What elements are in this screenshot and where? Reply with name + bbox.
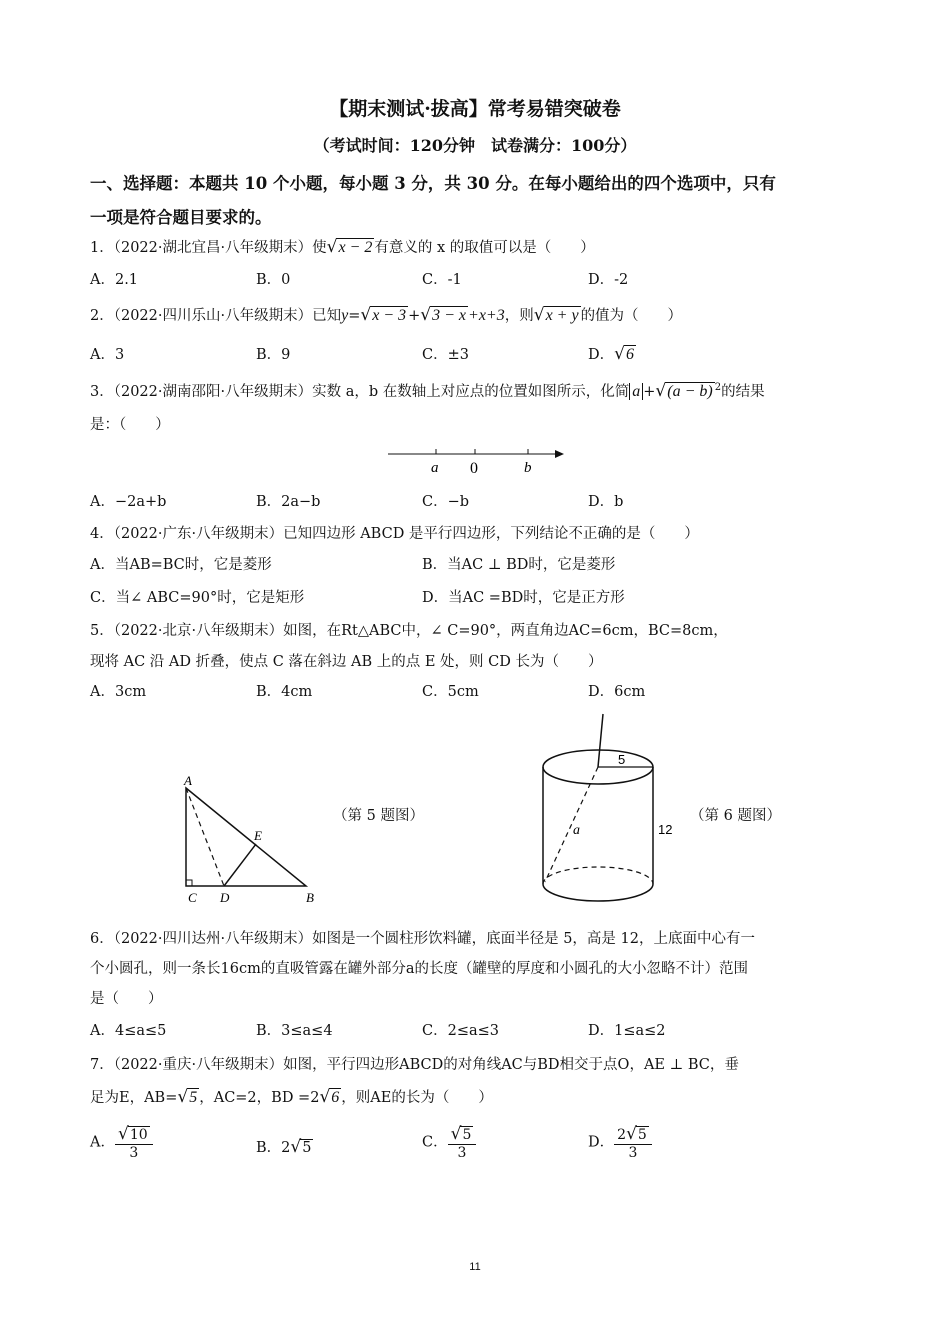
q2-rad1: x − 3 <box>372 307 407 324</box>
figure-6-cylinder <box>515 712 675 908</box>
straw-outside <box>598 714 603 767</box>
q1-option-a[interactable]: A．2.1 <box>90 272 139 288</box>
q3-option-b[interactable]: B．2a−b <box>256 494 321 510</box>
q2-option-d[interactable]: D．√6 <box>588 344 634 364</box>
q2-prefix: 2．（2022·四川乐山·八年级期末）已知 <box>90 308 342 324</box>
q3-option-c[interactable]: C．−b <box>422 494 470 510</box>
bottom-front-arc <box>543 884 653 901</box>
q6-option-a[interactable]: A．4≤a≤5 <box>90 1023 167 1039</box>
q7-option-c-denominator: 3 <box>457 1145 467 1161</box>
q1-option-c[interactable]: C．-1 <box>422 272 462 288</box>
question-7-line2: 足为E，AB=√5 ，AC=2，BD =2√6 ，则AE的长为（ ） <box>90 1087 493 1107</box>
radius-label: 5 <box>618 752 626 767</box>
q3-exponent: 2 <box>714 382 722 394</box>
label-zero: 0 <box>470 460 478 477</box>
q3-line2: 是：（ ） <box>90 417 170 433</box>
section-heading-line1: 一、选择题：本题共 10 个小题，每小题 3 分，共 30 分。在每小题给出的四个选项中，只有 <box>90 174 776 193</box>
q2-rad2: 3 − x <box>432 307 467 324</box>
q2-option-b[interactable]: B．9 <box>256 347 291 363</box>
q6-option-b[interactable]: B．3≤a≤4 <box>256 1023 333 1039</box>
q7-option-c[interactable]: C． $\frac{√5}{3}$ <box>422 1124 476 1161</box>
figure-5-caption: （第 5 题图） <box>333 808 424 824</box>
q7-option-a-numerator: 10 <box>129 1127 148 1143</box>
figure-5-triangle <box>175 772 325 907</box>
q3-option-a[interactable]: A．−2a+b <box>90 494 167 510</box>
q7-option-d[interactable]: D． $\frac{2√5}{3}$ <box>588 1124 652 1161</box>
question-5-line1: 5．（2022·北京·八年级期末）如图，在Rt△ABC中，∠ C=90°，两直角边AC=6cm，BC=8cm， <box>90 623 728 639</box>
q1-prefix: 1．（2022·湖北宜昌·八年级期末）使 <box>90 240 327 256</box>
page-title: 【期末测试·拔高】常考易错突破卷 <box>329 98 621 120</box>
q7-option-d-numerator: 5 <box>637 1127 647 1143</box>
q3-prefix: 3．（2022·湖南邵阳·八年级期末）实数 a，b 在数轴上对应点的位置如图所示，化简 <box>90 384 630 400</box>
q7-bd-radicand: 6 <box>331 1089 340 1106</box>
point-c: C <box>188 890 197 905</box>
q6-option-d[interactable]: D．1≤a≤2 <box>588 1023 666 1039</box>
question-6-line2: 个小圆孔，则一条长16cm的直吸管露在罐外部分a的长度（罐壁的厚度和小圆孔的大小忽略不计）范围 <box>90 961 748 977</box>
q2-tail: +x+3 <box>468 307 505 324</box>
q7-option-a[interactable]: A． $\frac{√10}{3}$ <box>90 1124 153 1161</box>
point-e: E <box>254 828 262 843</box>
question-6-line1: 6．（2022·四川达州·八年级期末）如图是一个圆柱形饮料罐，底面半径是 5，高是 12，上底面中心有一 <box>90 931 755 947</box>
q5-option-b[interactable]: B．4cm <box>256 684 313 700</box>
triangle-abc <box>186 788 306 886</box>
figure-6-caption: （第 6 题图） <box>690 808 781 824</box>
q7-option-d-denominator: 3 <box>628 1145 638 1161</box>
q5-option-d[interactable]: D．6cm <box>588 684 646 700</box>
q2-y: y <box>341 307 349 324</box>
q1-suffix: 有意义的 x 的取值可以是（ ） <box>374 240 595 256</box>
q2-eq: = <box>348 308 361 324</box>
page-number: 11 <box>469 1261 481 1273</box>
q5-option-a[interactable]: A．3cm <box>90 684 147 700</box>
q7-option-c-numerator: 5 <box>462 1127 472 1143</box>
point-d: D <box>220 890 230 905</box>
q4-option-c[interactable]: C．当∠ ABC=90°时，它是矩形 <box>90 590 305 606</box>
label-b: b <box>524 460 532 476</box>
q7-ab-radicand: 5 <box>189 1089 198 1106</box>
height-label: 12 <box>658 822 673 837</box>
q2-mid: ，则 <box>504 308 534 324</box>
question-3: 3．（2022·湖南邵阳·八年级期末）实数 a，b 在数轴上对应点的位置如图所示，化简 a +√(a − b) $^2$的结果 <box>90 381 765 401</box>
question-4: 4．（2022·广东·八年级期末）已知四边形 ABCD 是平行四边形，下列结论不正确的是（ ） <box>90 526 699 542</box>
straw-inside <box>545 767 598 882</box>
label-a: a <box>431 460 439 476</box>
question-5-line2: 现将 AC 沿 AD 折叠，使点 C 落在斜边 AB 上的点 E 处，则 CD 长为（ ） <box>90 654 603 670</box>
q5-option-c[interactable]: C．5cm <box>422 684 479 700</box>
q3-radicand: (a − b) <box>667 383 713 400</box>
q2-plus: + <box>408 308 421 324</box>
question-1: 1．（2022·湖北宜昌·八年级期末）使√x − 2 有意义的 x 的取值可以是（ ） <box>90 237 595 257</box>
segment-de <box>224 844 256 886</box>
q3-suffix: 的结果 <box>721 384 765 400</box>
q2-suffix: 的值为（ ） <box>580 308 683 324</box>
q2-rad3: x + y <box>545 307 579 324</box>
point-a: A <box>184 773 192 788</box>
exam-info: （考试时间：120分钟 试卷满分：100分） <box>313 136 637 155</box>
question-6-line3: 是（ ） <box>90 991 163 1007</box>
q4-option-d[interactable]: D．当AC =BD时，它是正方形 <box>422 590 625 606</box>
q7-option-a-denominator: 3 <box>129 1145 139 1161</box>
q6-option-c[interactable]: C．2≤a≤3 <box>422 1023 499 1039</box>
q2-option-a[interactable]: A．3 <box>90 347 125 363</box>
q1-option-d[interactable]: D．-2 <box>588 272 629 288</box>
section-heading-line2: 一项是符合题目要求的。 <box>90 208 272 227</box>
straw-label-a: a <box>573 823 580 838</box>
q4-option-b[interactable]: B．当AC ⊥ BD时，它是菱形 <box>422 557 616 573</box>
q4-option-a[interactable]: A．当AB=BC时，它是菱形 <box>90 557 272 573</box>
q3-option-d[interactable]: D．b <box>588 494 624 510</box>
q3-abs-a: a <box>629 383 643 400</box>
q7-option-b[interactable]: B．2√5 <box>256 1137 312 1157</box>
point-b: B <box>306 890 314 905</box>
q7-option-b-radicand: 5 <box>302 1140 312 1156</box>
question-2: 2．（2022·四川乐山·八年级期末）已知y=√x − 3 +√3 − x +x+3，则√x + y 的值为（ ） <box>90 305 683 325</box>
q3-plus: + <box>643 384 656 400</box>
right-angle-mark <box>186 880 192 886</box>
number-line <box>380 440 580 480</box>
bottom-back-arc <box>543 867 653 884</box>
number-line-arrow-icon <box>555 450 564 458</box>
q2-option-d-radicand: 6 <box>625 346 634 363</box>
q1-option-b[interactable]: B．0 <box>256 272 291 288</box>
question-7-line1: 7．（2022·重庆·八年级期末）如图，平行四边形ABCD的对角线AC与BD相交于点O，AE ⊥ BC，垂 <box>90 1057 739 1073</box>
q1-radicand: x − 2 <box>338 239 373 256</box>
q2-option-c[interactable]: C．±3 <box>422 347 469 363</box>
